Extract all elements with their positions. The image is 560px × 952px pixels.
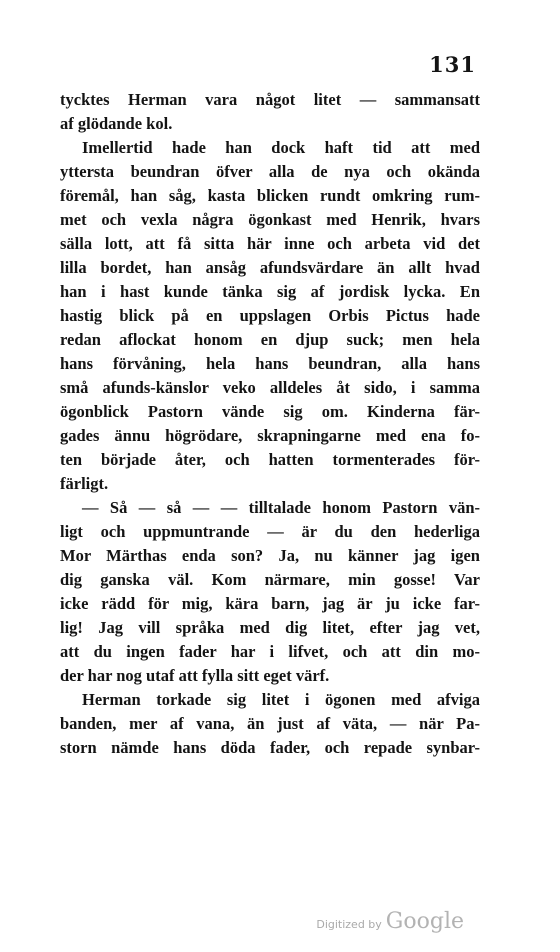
text-line: Mor Märthas enda son? Ja, nu känner jag igen [60, 546, 480, 565]
text-line: lilla bordet, han ansåg afundsvärdare än allt hvad [60, 258, 480, 277]
text-line: tycktes Herman vara något litet — sammansatt [60, 90, 480, 109]
text-line: redan aflockat honom en djup suck; men hela [60, 330, 480, 349]
text-line: ten började åter, och hatten tormenterades för- [60, 450, 480, 469]
text-line: storn nämde hans döda fader, och repade synbar- [60, 738, 480, 757]
text-line: Herman torkade sig litet i ögonen med afviga [82, 690, 480, 709]
text-line: färligt. [60, 474, 109, 493]
google-logo: Google [385, 909, 464, 934]
text-line: met och vexla några ögonkast med Henrik, hvars [60, 210, 480, 229]
text-line: föremål, han såg, kasta blicken rundt omkring rum- [60, 186, 480, 205]
watermark-prefix: Digitized by [316, 918, 382, 931]
body-text [60, 88, 480, 760]
text-line: sälla lott, att få sitta här inne och arbeta vid det [60, 234, 480, 253]
text-line: gades ännu högrödare, skrapningarne med ena fo- [60, 426, 480, 445]
text-line: ögonblick Pastorn vände sig om. Kinderna fär- [60, 402, 480, 421]
text-line: — Så — så — — tilltalade honom Pastorn vän- [82, 498, 480, 517]
digitized-watermark [316, 909, 464, 934]
text-line: lig! Jag vill språka med dig litet, efter jag vet, [60, 618, 480, 637]
text-line: dig ganska väl. Kom närmare, min gosse! Var [60, 570, 480, 589]
text-line: Imellertid hade han dock haft tid att med [82, 138, 480, 157]
text-line: hastig blick på en uppslagen Orbis Pictus hade [60, 306, 480, 325]
page-number: 131 [429, 52, 476, 77]
text-line: han i hast kunde tänka sig af jordisk lycka. En [60, 282, 480, 301]
text-line: hans förvåning, hela hans beundran, alla hans [60, 354, 480, 373]
text-line: att du ingen fader har i lifvet, och att din mo- [60, 642, 480, 661]
text-line: små afunds-känslor veko alldeles åt sido, i samma [60, 378, 480, 397]
text-line: ligt och uppmuntrande — är du den hederliga [60, 522, 480, 541]
text-line: icke rädd för mig, kära barn, jag är ju icke far- [60, 594, 480, 613]
text-line: af glödande kol. [60, 114, 173, 133]
text-line: banden, mer af vana, än just af väta, — när Pa- [60, 714, 480, 733]
text-line: der har nog utaf att fylla sitt eget värf. [60, 666, 330, 685]
text-line: yttersta beundran öfver alla de nya och okända [60, 162, 480, 181]
